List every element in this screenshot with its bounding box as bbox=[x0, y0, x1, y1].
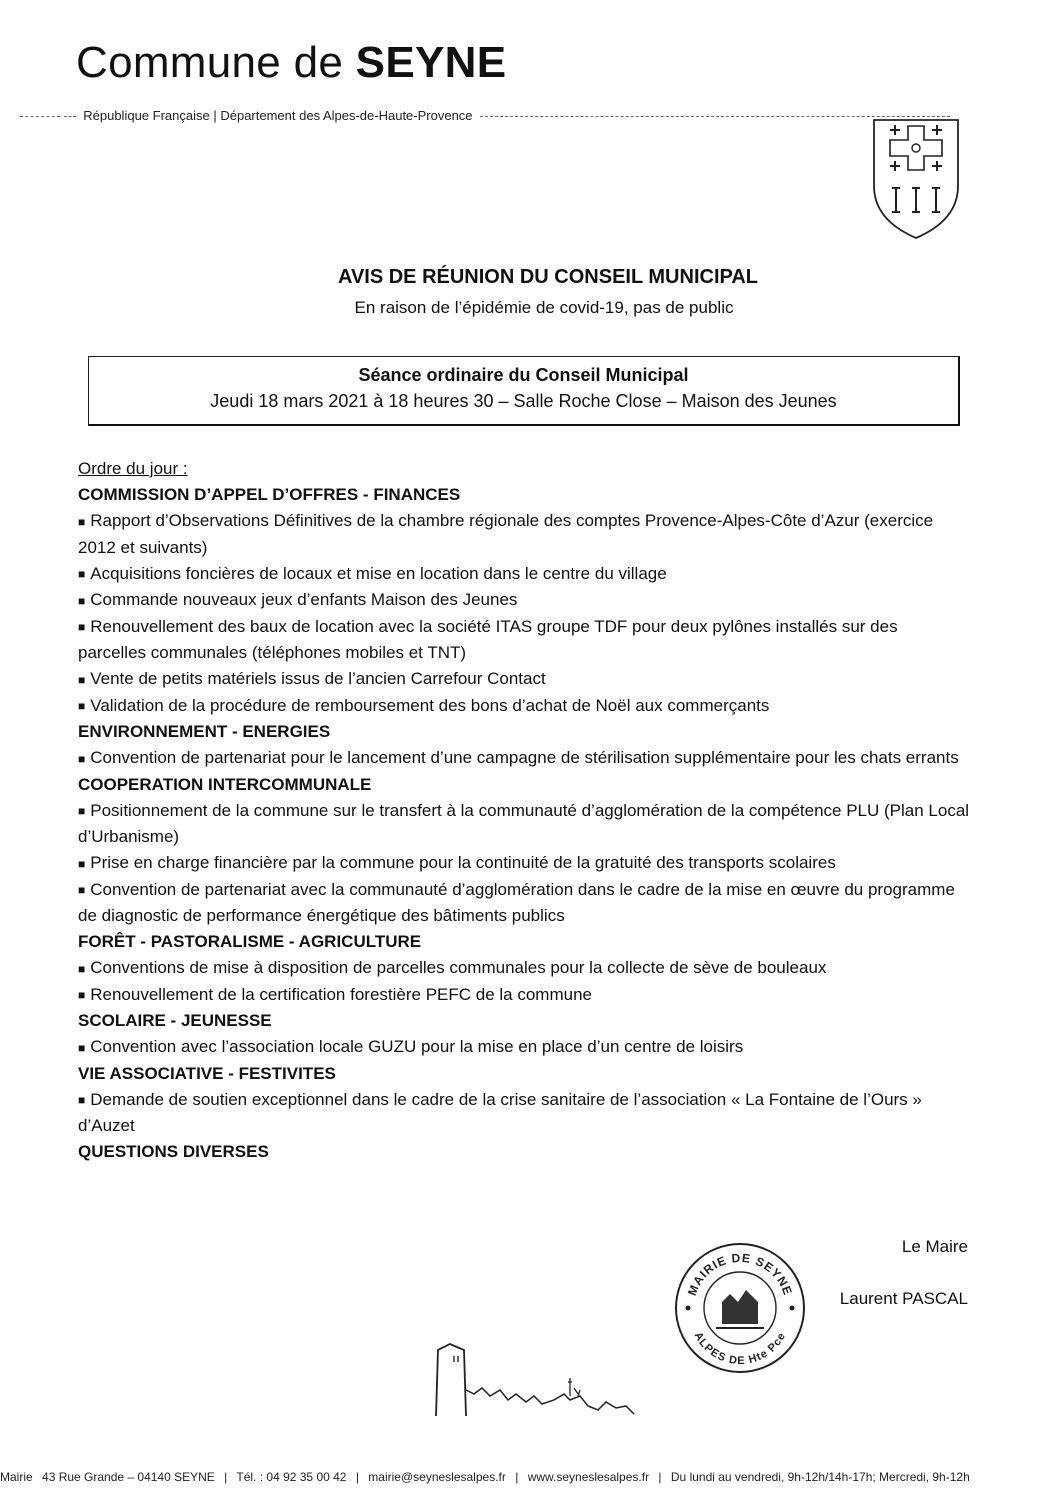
section-heading-scolaire: SCOLAIRE - JEUNESSE bbox=[78, 1011, 272, 1031]
coat-of-arms-icon bbox=[870, 116, 962, 242]
section-heading-environnement: ENVIRONNEMENT - ENERGIES bbox=[78, 722, 331, 742]
agenda-item-text: Validation de la procédure de remboursement des bons d’achat de Noël aux commerçants bbox=[90, 695, 770, 715]
bullet-icon: ■ bbox=[78, 672, 86, 687]
agenda-item-text: Renouvellement des baux de location avec la société ITAS groupe TDF pour deux pylônes installés sur des parcelles communales (téléphones mobiles et TNT) bbox=[78, 616, 898, 663]
commune-title bbox=[76, 38, 506, 88]
section-heading-vie-associative: VIE ASSOCIATIVE - FESTIVITES bbox=[78, 1063, 336, 1083]
footer-website: www.seyneslesalpes.fr bbox=[527, 1470, 650, 1484]
session-box bbox=[88, 356, 960, 426]
agenda-item bbox=[78, 877, 970, 930]
mairie-stamp-icon bbox=[672, 1240, 808, 1376]
bullet-icon: ■ bbox=[78, 567, 86, 582]
agenda-item bbox=[78, 508, 970, 561]
agenda-item bbox=[78, 798, 970, 851]
section-heading-foret: FORÊT - PASTORALISME - AGRICULTURE bbox=[78, 932, 422, 952]
agenda-item bbox=[78, 1034, 970, 1061]
footer-separator: | bbox=[658, 1470, 662, 1484]
agenda-item-text: Acquisitions foncières de locaux et mise en location dans le centre du village bbox=[90, 563, 667, 583]
dashed-rule-left-2 bbox=[64, 116, 76, 117]
castle-drawing-icon bbox=[430, 1330, 640, 1420]
signature-block bbox=[840, 1234, 968, 1312]
header-separator: | bbox=[213, 108, 221, 123]
bullet-icon: ■ bbox=[78, 856, 86, 871]
session-details: Jeudi 18 mars 2021 à 18 heures 30 – Salle Roche Close – Maison des Jeunes bbox=[210, 391, 837, 411]
notice-subtitle: En raison de l’épidémie de covid-19, pas de public bbox=[354, 298, 734, 317]
bullet-icon: ■ bbox=[78, 1040, 86, 1055]
bullet-icon: ■ bbox=[78, 699, 86, 714]
agenda-item bbox=[78, 693, 970, 720]
footer-phone: Tél. : 04 92 35 00 42 bbox=[236, 1470, 347, 1484]
dashed-rule-left bbox=[20, 116, 60, 117]
agenda-item-text: Convention de partenariat avec la communauté d’agglomération dans le cadre de la mise en œuvre du programme de diagnostic de performance énergétique des bâtiments publics bbox=[78, 879, 955, 926]
bullet-icon: ■ bbox=[78, 988, 86, 1003]
notice-title: AVIS DE RÉUNION DU CONSEIL MUNICIPAL bbox=[337, 266, 759, 288]
bullet-icon: ■ bbox=[78, 751, 86, 766]
agenda bbox=[78, 456, 970, 1165]
footer-address: 43 Rue Grande – 04140 SEYNE bbox=[42, 1470, 215, 1484]
footer-separator: | bbox=[515, 1470, 519, 1484]
footer-email: mairie@seyneslesalpes.fr bbox=[368, 1470, 506, 1484]
footer-separator: | bbox=[355, 1470, 359, 1484]
agenda-item-text: Commande nouveaux jeux d’enfants Maison des Jeunes bbox=[90, 590, 518, 610]
agenda-item bbox=[78, 745, 970, 772]
footer bbox=[0, 1470, 1060, 1486]
signature-role: Le Maire bbox=[901, 1237, 968, 1256]
agenda-item bbox=[78, 982, 970, 1009]
signature-name: Laurent PASCAL bbox=[839, 1289, 968, 1308]
bullet-icon: ■ bbox=[78, 620, 86, 635]
svg-text:MAIRIE DE SEYNE: MAIRIE DE SEYNE bbox=[684, 1250, 796, 1298]
agenda-item-text: Rapport d’Observations Définitives de la chambre régionale des comptes Provence-Alpes-Côte d’Azur (exercice 2012 et suivants) bbox=[78, 511, 934, 557]
agenda-item bbox=[78, 561, 970, 588]
agenda-item bbox=[78, 1087, 970, 1140]
agenda-item-text: Vente de petits matériels issus de l’ancien Carrefour Contact bbox=[90, 669, 546, 689]
agenda-item-text: Convention avec l’association locale GUZU pour la mise en place d’un centre de loisirs bbox=[90, 1037, 744, 1057]
bullet-icon: ■ bbox=[78, 1093, 86, 1108]
agenda-item-text: Positionnement de la commune sur le transfert à la communauté d’agglomération de la compétence PLU (Plan Local d’Urbanisme) bbox=[78, 800, 970, 847]
bullet-icon: ■ bbox=[78, 593, 86, 608]
section-heading-finances: COMMISSION D’APPEL D’OFFRES - FINANCES bbox=[78, 485, 461, 504]
agenda-item bbox=[78, 955, 970, 982]
bullet-icon: ■ bbox=[78, 804, 86, 819]
agenda-item-text: Demande de soutien exceptionnel dans le cadre de la crise sanitaire de l’association « La Fontaine de l’Ours » d’Auzet bbox=[78, 1089, 922, 1136]
department-label: Département des Alpes-de-Haute-Provence bbox=[220, 108, 473, 123]
footer-place: Mairie bbox=[0, 1470, 33, 1484]
agenda-item bbox=[78, 666, 970, 693]
agenda-item-text: Convention de partenariat pour le lancement d’une campagne de stérilisation supplémentaire pour les chats errants bbox=[90, 748, 959, 768]
bullet-icon: ■ bbox=[78, 514, 86, 529]
agenda-item-text: Prise en charge financière par la commune pour la continuité de la gratuité des transports scolaires bbox=[90, 853, 836, 873]
svg-text:ALPES DE Hte Pce: ALPES DE Hte Pce bbox=[691, 1330, 789, 1368]
section-heading-cooperation: COOPERATION INTERCOMMUNALE bbox=[78, 774, 372, 794]
agenda-item bbox=[78, 614, 970, 667]
commune-prefix: Commune de bbox=[76, 38, 344, 87]
footer-hours: Du lundi au vendredi, 9h-12h/14h-17h; Mercredi, 9h-12h bbox=[670, 1470, 970, 1484]
agenda-item bbox=[78, 587, 970, 614]
section-heading-questions: QUESTIONS DIVERSES bbox=[78, 1142, 269, 1162]
republic-label: République Française bbox=[83, 108, 210, 123]
agenda-item-text: Renouvellement de la certification forestière PEFC de la commune bbox=[90, 984, 592, 1004]
agenda-item-text: Conventions de mise à disposition de parcelles communales pour la collecte de sève de bouleaux bbox=[90, 958, 827, 978]
footer-separator: | bbox=[224, 1470, 228, 1484]
agenda-item bbox=[78, 850, 970, 877]
bullet-icon: ■ bbox=[78, 961, 86, 976]
bullet-icon: ■ bbox=[78, 883, 86, 898]
agenda-label: Ordre du jour : bbox=[78, 459, 188, 478]
session-title: Séance ordinaire du Conseil Municipal bbox=[358, 365, 689, 385]
commune-name: SEYNE bbox=[355, 38, 507, 87]
